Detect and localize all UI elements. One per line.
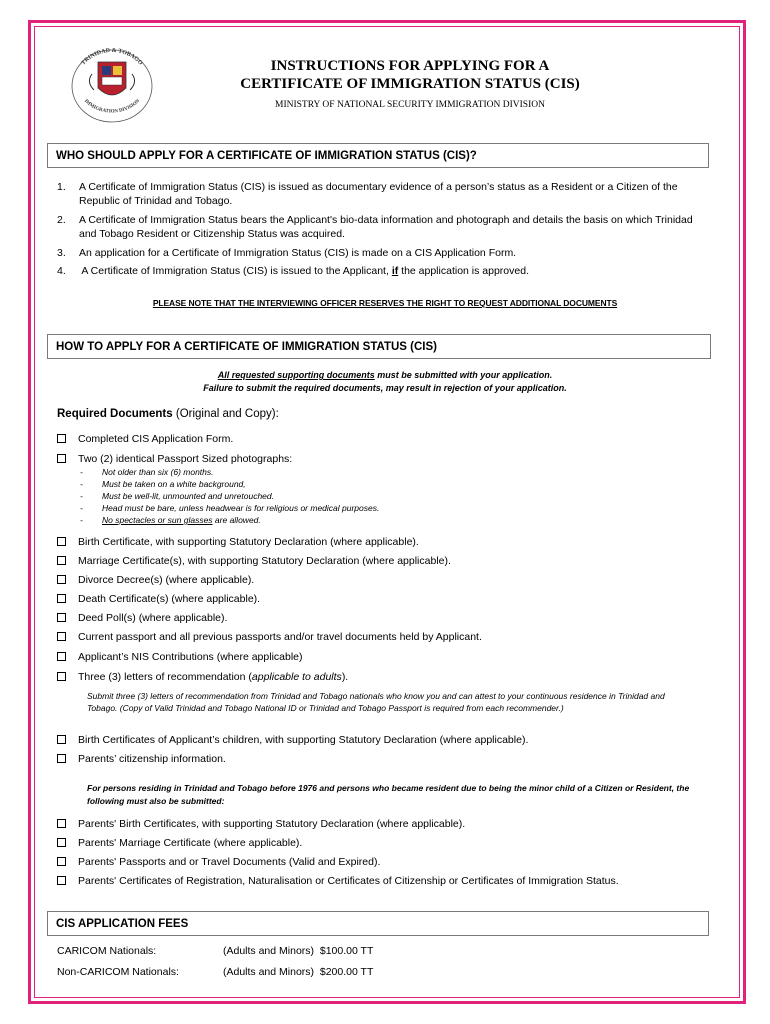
document-subtitle: MINISTRY OF NATIONAL SECURITY IMMIGRATION DIVISION (275, 100, 545, 110)
checkbox[interactable] (57, 575, 66, 584)
checkbox[interactable] (57, 613, 66, 622)
checkbox[interactable] (57, 454, 66, 463)
checklist-item[interactable]: Parents' Birth Certificates, with supporting Statutory Declaration (where applicable). (57, 817, 707, 831)
checkbox[interactable] (57, 838, 66, 847)
list-item (57, 213, 707, 241)
document-title-line2: CERTIFICATE OF IMMIGRATION STATUS (CIS) (240, 76, 580, 92)
photo-rule: - Not older than six (6) months. (80, 467, 214, 477)
photo-requirements-list (80, 466, 379, 526)
checklist-item[interactable]: Three (3) letters of recommendation (applicable to adults). (57, 670, 707, 684)
checklist-item[interactable]: Deed Poll(s) (where applicable). (57, 611, 707, 625)
list-item (57, 264, 707, 278)
item-text: An application for a Certificate of Immigration Status (CIS) is made on a CIS Application Form. (79, 247, 517, 259)
fee-label: CARICOM Nationals: (57, 945, 157, 957)
document-title-line1: INSTRUCTIONS FOR APPLYING FOR A (270, 58, 550, 74)
section-fees-heading: CIS APPLICATION FEES (47, 911, 709, 936)
item-number: 4. (57, 265, 66, 277)
checkbox[interactable] (57, 754, 66, 763)
checklist-item[interactable]: Divorce Decree(s) (where applicable). (57, 573, 707, 587)
checklist-item[interactable]: Completed CIS Application Form. (57, 432, 707, 446)
checkbox[interactable] (57, 434, 66, 443)
fee-amount: (Adults and Minors) $200.00 TT (223, 966, 374, 978)
item-text: A Certificate of Immigration Status bears the Applicant's bio-data information and photograph and details the basis on which Trinidad and Tobago Resident or Citizenship Status was acquired. (79, 214, 693, 240)
checkbox[interactable] (57, 556, 66, 565)
checklist-item[interactable]: Parents’ citizenship information. (57, 752, 707, 766)
rejection-warning: Failure to submit the required documents, may result in rejection of your application. (203, 383, 567, 393)
immigration-seal-logo (66, 44, 158, 124)
item-text: A Certificate of Immigration Status (CIS) is issued to the Applicant, if the application is approved. (79, 265, 529, 277)
item-text: A Certificate of Immigration Status (CIS) is issued as documentary evidence of a person’s status as a Resident or a Citizen of the Republic of Trinidad and Tobago. (79, 181, 678, 207)
photo-rule: - Head must be bare, unless headwear is for religious or medical purposes. (80, 503, 380, 513)
emphasis-if: if (391, 265, 399, 277)
checklist-item[interactable]: Applicant’s NIS Contributions (where applicable) (57, 650, 707, 664)
list-item (57, 180, 707, 208)
minor-child-note: For persons residing in Trinidad and Tobago before 1976 and persons who became resident due to being the minor child of a Citizen or Resident, the following must also be submitted: (87, 783, 690, 806)
checkbox[interactable] (57, 632, 66, 641)
checklist-item[interactable]: Two (2) identical Passport Sized photographs: (57, 452, 707, 466)
checklist-item[interactable]: Death Certificate(s) (where applicable). (57, 592, 707, 606)
checkbox[interactable] (57, 857, 66, 866)
checklist-item[interactable]: Marriage Certificate(s), with supporting Statutory Declaration (where applicable). (57, 554, 707, 568)
photo-rule: - Must be well-lit, unmounted and unretouched. (80, 491, 274, 501)
checkbox[interactable] (57, 537, 66, 546)
checkbox[interactable] (57, 594, 66, 603)
checklist-item[interactable]: Parents' Passports and or Travel Documents (Valid and Expired). (57, 855, 707, 869)
checkbox[interactable] (57, 819, 66, 828)
interviewing-officer-note: PLEASE NOTE THAT THE INTERVIEWING OFFICER RESERVES THE RIGHT TO REQUEST ADDITIONAL DOCUMENTS (152, 298, 618, 308)
item-number: 3. (57, 247, 66, 259)
section-who-should-apply-heading: WHO SHOULD APPLY FOR A CERTIFICATE OF IMMIGRATION STATUS (CIS)? (47, 143, 709, 168)
item-number: 1. (57, 181, 66, 193)
svg-text:TRINIDAD & TOBAGO: TRINIDAD & TOBAGO (80, 47, 144, 67)
checklist-item[interactable]: Birth Certificates of Applicant’s children, with supporting Statutory Declaration (where applicable). (57, 733, 707, 747)
checklist-item[interactable]: Parents' Certificates of Registration, Naturalisation or Certificates of Citizenship or Certificates of Immigration Status. (57, 874, 707, 888)
checkbox[interactable] (57, 652, 66, 661)
recommendation-note: Submit three (3) letters of recommendation from Trinidad and Tobago nationals who know you and can attest to your continuous residence in Trinidad and Tobago. (Copy of Valid Trinidad and Tobago National ID or Trinidad and Tobago Passport is required from each recommender.) (87, 691, 665, 713)
checkbox[interactable] (57, 876, 66, 885)
list-item (57, 246, 707, 260)
fee-row (57, 945, 374, 957)
fee-row (57, 966, 374, 978)
checkbox[interactable] (57, 672, 66, 681)
svg-text:IMMIGRATION DIVISION: IMMIGRATION DIVISION (82, 98, 142, 115)
supporting-docs-notice: All requested supporting documents must be submitted with your application. (217, 370, 553, 380)
fee-amount: (Adults and Minors) $100.00 TT (223, 945, 374, 957)
fee-label: Non-CARICOM Nationals: (57, 966, 179, 978)
photo-rule: - No spectacles or sun glasses are allowed. (80, 515, 261, 525)
section-how-to-apply-heading: HOW TO APPLY FOR A CERTIFICATE OF IMMIGRATION STATUS (CIS) (47, 334, 711, 359)
checklist-item[interactable]: Current passport and all previous passports and/or travel documents held by Applicant. (57, 630, 707, 644)
required-documents-label: Required Documents (Original and Copy): (57, 408, 279, 420)
photo-rule: - Must be taken on a white background, (80, 479, 246, 489)
checklist-item[interactable]: Birth Certificate, with supporting Statutory Declaration (where applicable). (57, 535, 707, 549)
checkbox[interactable] (57, 735, 66, 744)
checklist-item[interactable]: Parents' Marriage Certificate (where applicable). (57, 836, 707, 850)
item-number: 2. (57, 214, 66, 226)
